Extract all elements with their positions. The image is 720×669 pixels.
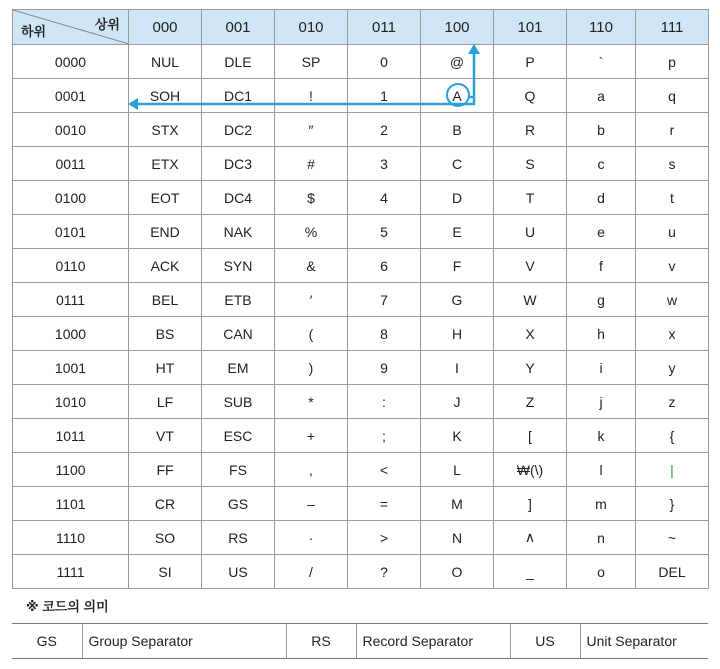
table-row (13, 521, 709, 555)
code-abbr: US (510, 624, 580, 659)
code-cell: a (567, 79, 636, 113)
code-cell: V (494, 249, 567, 283)
code-cell: CR (129, 487, 202, 521)
column-header: 001 (202, 10, 275, 45)
lower-bits-cell: 1011 (13, 419, 129, 453)
code-cell: 0 (348, 45, 421, 79)
code-cell: C (421, 147, 494, 181)
code-cell: L (421, 453, 494, 487)
code-cell: ( (275, 317, 348, 351)
code-cell: O (421, 555, 494, 589)
lower-bits-cell: 0100 (13, 181, 129, 215)
code-cell: – (275, 487, 348, 521)
code-cell: ′ (275, 283, 348, 317)
table-row (13, 249, 709, 283)
lower-bits-cell: 1100 (13, 453, 129, 487)
code-cell: 3 (348, 147, 421, 181)
code-cell: BEL (129, 283, 202, 317)
code-cell: 1 (348, 79, 421, 113)
column-header: 110 (567, 10, 636, 45)
code-meaning-row (12, 624, 708, 659)
code-cell: LF (129, 385, 202, 419)
code-cell: : (348, 385, 421, 419)
table-row (13, 453, 709, 487)
code-cell: NUL (129, 45, 202, 79)
code-cell: GS (202, 487, 275, 521)
code-cell: @ (421, 45, 494, 79)
code-cell: ! (275, 79, 348, 113)
lower-bits-cell: 0111 (13, 283, 129, 317)
code-cell: I (421, 351, 494, 385)
code-cell: } (636, 487, 709, 521)
code-cell: ] (494, 487, 567, 521)
code-cell: NAK (202, 215, 275, 249)
code-cell: S (494, 147, 567, 181)
code-cell: H (421, 317, 494, 351)
code-meaning-note: ※ 코드의 의미 (26, 599, 109, 614)
code-cell: z (636, 385, 709, 419)
code-cell: 9 (348, 351, 421, 385)
lower-bits-cell: 0000 (13, 45, 129, 79)
lower-bits-cell: 1110 (13, 521, 129, 555)
code-cell: j (567, 385, 636, 419)
code-cell: ~ (636, 521, 709, 555)
code-cell: SOH (129, 79, 202, 113)
table-body (13, 45, 709, 589)
column-header: 100 (421, 10, 494, 45)
code-cell: t (636, 181, 709, 215)
code-cell: DC1 (202, 79, 275, 113)
table-row (13, 79, 709, 113)
code-cell: [ (494, 419, 567, 453)
code-cell: + (275, 419, 348, 453)
code-cell: ∧ (494, 521, 567, 555)
code-cell: > (348, 521, 421, 555)
upper-bits-label: 상위 (94, 17, 120, 32)
code-cell: G (421, 283, 494, 317)
code-cell: v (636, 249, 709, 283)
code-cell: ETX (129, 147, 202, 181)
code-cell: g (567, 283, 636, 317)
code-cell: = (348, 487, 421, 521)
code-cell: RS (202, 521, 275, 555)
code-cell: Y (494, 351, 567, 385)
code-cell: < (348, 453, 421, 487)
code-cell: A (421, 79, 494, 113)
ascii-code-table (12, 9, 709, 589)
code-cell: 7 (348, 283, 421, 317)
code-cell: US (202, 555, 275, 589)
code-cell: FS (202, 453, 275, 487)
lower-bits-cell: 1101 (13, 487, 129, 521)
code-cell: · (275, 521, 348, 555)
code-cell: d (567, 181, 636, 215)
lower-bits-cell: 0010 (13, 113, 129, 147)
table-row (13, 487, 709, 521)
lower-bits-cell: 1010 (13, 385, 129, 419)
header-row (13, 10, 709, 45)
code-cell: f (567, 249, 636, 283)
code-cell: { (636, 419, 709, 453)
code-cell: E (421, 215, 494, 249)
table-row (13, 317, 709, 351)
table-row (13, 113, 709, 147)
code-cell: y (636, 351, 709, 385)
code-cell: 6 (348, 249, 421, 283)
column-header: 111 (636, 10, 709, 45)
table-row (13, 147, 709, 181)
code-cell: u (636, 215, 709, 249)
lower-bits-cell: 0001 (13, 79, 129, 113)
table-row (13, 351, 709, 385)
code-cell: m (567, 487, 636, 521)
code-cell: p (636, 45, 709, 79)
lower-bits-cell: 0011 (13, 147, 129, 181)
code-meaning-table (12, 623, 708, 659)
code-cell: ″ (275, 113, 348, 147)
code-cell: b (567, 113, 636, 147)
column-header: 101 (494, 10, 567, 45)
code-cell: s (636, 147, 709, 181)
code-cell: J (421, 385, 494, 419)
code-cell: 5 (348, 215, 421, 249)
code-cell: DC3 (202, 147, 275, 181)
code-abbr: RS (286, 624, 356, 659)
code-cell: EOT (129, 181, 202, 215)
code-cell: , (275, 453, 348, 487)
lower-bits-cell: 0110 (13, 249, 129, 283)
code-cell: h (567, 317, 636, 351)
code-cell: F (421, 249, 494, 283)
code-cell: R (494, 113, 567, 147)
code-cell: Z (494, 385, 567, 419)
code-cell: K (421, 419, 494, 453)
code-cell: T (494, 181, 567, 215)
code-cell: ACK (129, 249, 202, 283)
code-cell: N (421, 521, 494, 555)
code-cell: i (567, 351, 636, 385)
code-cell: % (275, 215, 348, 249)
code-cell: ) (275, 351, 348, 385)
code-cell: x (636, 317, 709, 351)
code-cell: SUB (202, 385, 275, 419)
code-cell: o (567, 555, 636, 589)
ascii-table-container (12, 9, 708, 589)
code-cell: W (494, 283, 567, 317)
table-row (13, 181, 709, 215)
code-cell: DC4 (202, 181, 275, 215)
code-cell: e (567, 215, 636, 249)
code-cell: U (494, 215, 567, 249)
code-cell: c (567, 147, 636, 181)
code-cell: VT (129, 419, 202, 453)
column-header: 011 (348, 10, 421, 45)
code-cell: k (567, 419, 636, 453)
lower-bits-cell: 1001 (13, 351, 129, 385)
table-row (13, 419, 709, 453)
code-cell: DLE (202, 45, 275, 79)
code-meaning: Record Separator (356, 624, 510, 659)
code-abbr: GS (12, 624, 82, 659)
code-cell: SO (129, 521, 202, 555)
code-cell: * (275, 385, 348, 419)
corner-header (13, 10, 129, 45)
table-row (13, 385, 709, 419)
lower-bits-cell: 1111 (13, 555, 129, 589)
code-cell: ` (567, 45, 636, 79)
code-cell: SP (275, 45, 348, 79)
table-row (13, 215, 709, 249)
code-cell: B (421, 113, 494, 147)
code-meaning: Unit Separator (580, 624, 708, 659)
code-cell: FF (129, 453, 202, 487)
lower-bits-label: 하위 (21, 24, 47, 39)
code-cell: HT (129, 351, 202, 385)
code-cell: D (421, 181, 494, 215)
code-cell: ; (348, 419, 421, 453)
code-cell: SI (129, 555, 202, 589)
code-cell: w (636, 283, 709, 317)
code-cell: M (421, 487, 494, 521)
code-cell: l (567, 453, 636, 487)
code-cell: ESC (202, 419, 275, 453)
code-cell: 2 (348, 113, 421, 147)
code-cell: 8 (348, 317, 421, 351)
code-cell: BS (129, 317, 202, 351)
code-cell: ? (348, 555, 421, 589)
code-cell: SYN (202, 249, 275, 283)
code-cell: DC2 (202, 113, 275, 147)
code-cell: Q (494, 79, 567, 113)
lower-bits-cell: 0101 (13, 215, 129, 249)
code-cell: $ (275, 181, 348, 215)
code-cell: | (636, 453, 709, 487)
code-cell: P (494, 45, 567, 79)
code-cell: EM (202, 351, 275, 385)
code-cell: ETB (202, 283, 275, 317)
code-cell: DEL (636, 555, 709, 589)
code-cell: & (275, 249, 348, 283)
lower-bits-cell: 1000 (13, 317, 129, 351)
table-row (13, 555, 709, 589)
code-cell: CAN (202, 317, 275, 351)
table-row (13, 45, 709, 79)
code-cell: n (567, 521, 636, 555)
code-cell: X (494, 317, 567, 351)
column-header: 010 (275, 10, 348, 45)
code-cell: / (275, 555, 348, 589)
code-cell: # (275, 147, 348, 181)
code-cell: q (636, 79, 709, 113)
code-cell: STX (129, 113, 202, 147)
code-cell: ₩(\) (494, 453, 567, 487)
table-row (13, 283, 709, 317)
code-cell: r (636, 113, 709, 147)
code-meaning: Group Separator (82, 624, 286, 659)
column-header: 000 (129, 10, 202, 45)
code-cell: _ (494, 555, 567, 589)
code-cell: END (129, 215, 202, 249)
code-cell: 4 (348, 181, 421, 215)
